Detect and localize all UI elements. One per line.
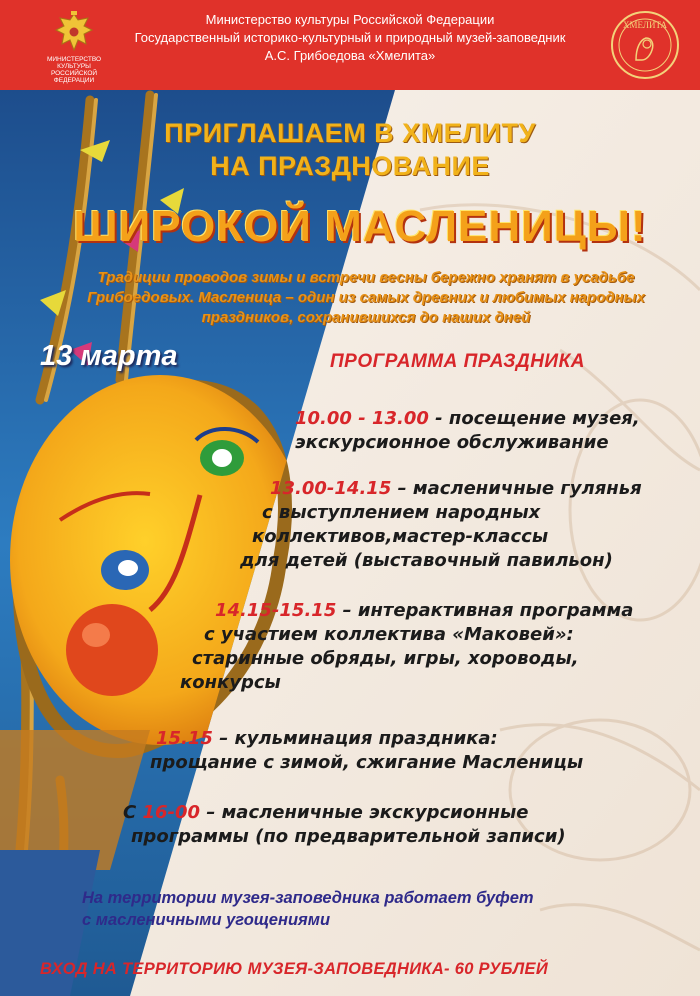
program-item-5-line: программы (по предварительной записи) bbox=[131, 826, 566, 847]
program-title: ПРОГРАММА ПРАЗДНИКА bbox=[330, 351, 585, 372]
program-item-2-time: 13.00-14.15 bbox=[270, 478, 392, 499]
program-item-3 bbox=[180, 599, 700, 695]
invitation-headline bbox=[70, 117, 630, 183]
entry-fee: ВХОД НА ТЕРРИТОРИЮ МУЗЕЯ-ЗАПОВЕДНИКА- 60 РУБЛЕЙ bbox=[40, 960, 548, 978]
header-band bbox=[0, 0, 700, 90]
program-item-4 bbox=[150, 727, 690, 775]
buffet-notice bbox=[82, 887, 692, 931]
buffet-line-2: с масленичными угощениями bbox=[82, 911, 331, 929]
khmelita-logo bbox=[608, 8, 682, 82]
program-item-3-time: 14.15-15.15 bbox=[215, 600, 337, 621]
program-item-5 bbox=[123, 801, 683, 849]
intro-line-3: праздников, сохранившихся до наших дней bbox=[201, 309, 531, 326]
headline-line-1: ПРИГЛАШАЕМ В ХМЕЛИТУ bbox=[164, 118, 536, 148]
program-item-4-time: 15.15 bbox=[156, 728, 213, 749]
program-item-2-line: коллективов,мастер-классы bbox=[252, 526, 549, 547]
double-headed-eagle-icon bbox=[54, 10, 94, 54]
program-item-2-line: с выступлением народных bbox=[262, 502, 541, 523]
headline-line-2: НА ПРАЗДНОВАНИЕ bbox=[210, 151, 490, 181]
program-item-4-first-line: 15.15 – кульминация праздника: bbox=[156, 728, 498, 749]
header-line-2: Государственный историко-культурный и природный музей-заповедник bbox=[134, 30, 566, 45]
intro-text bbox=[56, 268, 676, 328]
buffet-line-1: На территории музея-заповедника работает буфет bbox=[82, 889, 534, 907]
program-item-2-line: для детей (выставочный павильон) bbox=[240, 550, 613, 571]
ministry-caption: МИНИСТЕРСТВО КУЛЬТУРЫ РОССИЙСКОЙ ФЕДЕРАЦИИ bbox=[46, 56, 102, 84]
logo-text: ХМЕЛИТА bbox=[622, 20, 668, 30]
program-item-3-line: конкурсы bbox=[180, 672, 281, 693]
ministry-emblem bbox=[34, 10, 114, 84]
header-line-1: Министерство культуры Российской Федерации bbox=[205, 12, 495, 27]
program-item-1-first-line: 10.00 - 13.00 - посещение музея, bbox=[295, 408, 640, 429]
header-text bbox=[118, 11, 582, 65]
program-item-2-first-line: 13.00-14.15 – масленичные гулянья bbox=[270, 478, 642, 499]
program-item-2 bbox=[240, 477, 700, 573]
maslenitsa-title: ШИРОКОЙ МАСЛЕНИЦЫ! bbox=[73, 202, 647, 251]
program-item-4-line: прощание с зимой, сжигание Масленицы bbox=[150, 752, 584, 773]
program-item-3-first-line: 14.15-15.15 – интерактивная программа bbox=[215, 600, 634, 621]
intro-line-2: Грибоедовых. Масленица – один из самых древних и любимых народных bbox=[87, 289, 645, 306]
program-item-5-time: 16-00 bbox=[142, 802, 201, 823]
header-line-3: А.С. Грибоедова «Хмелита» bbox=[264, 48, 436, 63]
program-item-5-first-line: С 16-00 – масленичные экскурсионные bbox=[123, 802, 529, 823]
event-date: 13 марта bbox=[40, 340, 178, 372]
program-item-3-line: старинные обряды, игры, хороводы, bbox=[192, 648, 579, 669]
intro-line-1: Традиции проводов зимы и встречи весны бережно хранят в усадьбе bbox=[97, 269, 635, 286]
program-item-1-line: экскурсионное обслуживание bbox=[295, 432, 609, 453]
program-item-1 bbox=[295, 407, 695, 455]
program-item-1-time: 10.00 - 13.00 bbox=[295, 408, 429, 429]
program-item-3-line: с участием коллектива «Маковей»: bbox=[204, 624, 574, 645]
